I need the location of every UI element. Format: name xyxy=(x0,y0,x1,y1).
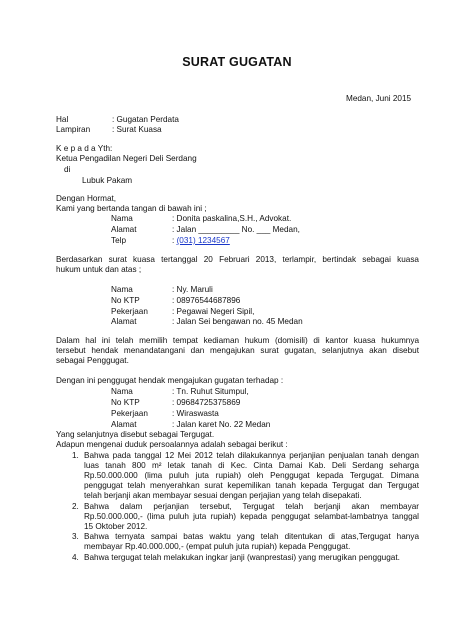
recipient-line3: di xyxy=(64,165,71,174)
item-3-line1: Bahwa ternyata sampai batas waktu yang telah ditentukan di atas,Tergugat hanya xyxy=(84,532,419,541)
para3: Dengan ini penggugat hendak mengajukan gugatan terhadap : xyxy=(56,376,284,385)
lampiran-value: : Surat Kuasa xyxy=(112,125,162,134)
client-ktp-label: No KTP xyxy=(111,296,140,305)
item-1-line2: luas tanah 800 m² letak tanah di Kec. Cinta Damai Kab. Deli Serdang seharga xyxy=(84,461,419,470)
para2-line3: sebagai Penggugat. xyxy=(56,356,129,365)
item-1-number: 1. xyxy=(72,451,79,460)
para2-line2: tersebut hendak menandatangani dan mengajukan surat gugatan, selanjutnya akan disebut xyxy=(56,346,419,355)
recipient-line1: K e p a d a Yth: xyxy=(56,144,113,153)
signer-alamat-label: Alamat xyxy=(111,225,137,234)
client-pekerjaan-label: Pekerjaan xyxy=(111,307,148,316)
defendant-ktp-label: No KTP xyxy=(111,398,140,407)
signer-telp-label: Telp xyxy=(111,236,127,245)
client-nama-value: : Ny. Maruli xyxy=(172,285,213,294)
item-3-number: 3. xyxy=(72,532,79,541)
place-date: Medan, Juni 2015 xyxy=(346,94,412,103)
client-nama-label: Nama xyxy=(111,285,133,294)
para5: Adapun mengenai duduk persoalannya adalah sebagai berikut : xyxy=(56,440,288,449)
signer-nama-label: Nama xyxy=(111,214,133,223)
greeting: Dengan Hormat, xyxy=(56,194,117,203)
hal-value: : Gugatan Perdata xyxy=(112,115,179,124)
signer-telp xyxy=(172,236,230,246)
item-1-line3: Rp.50.000.000 (lima puluh juta rupiah) oleh Penggugat kepada Tergugat. Dimana xyxy=(84,471,419,480)
recipient-line4: Lubuk Pakam xyxy=(82,176,133,185)
para4: Yang selanjutnya disebut sebagai Tergugat. xyxy=(56,430,215,439)
signer-nama-value: : Donita paskalina,S.H., Advokat. xyxy=(172,214,292,223)
para2-line1: Dalam hal ini telah memilih tempat kediaman hukum (domisili) di kantor kuasa hukumnya xyxy=(56,336,419,345)
defendant-nama-value: : Tn. Ruhut Situmpul, xyxy=(172,387,249,396)
item-4-line1: Bahwa tergugat telah melakukan ingkar janji (wanprestasi) yang merugikan penggugat. xyxy=(84,553,400,562)
item-2-line3: 15 Oktober 2012. xyxy=(84,522,148,531)
signer-telp-link[interactable]: (031) 1234567 xyxy=(176,236,230,245)
defendant-ktp-value: : 09684725375869 xyxy=(172,398,241,407)
client-pekerjaan-value: : Pegawai Negeri Sipil, xyxy=(172,307,255,316)
signer-alamat-value: : Jalan _________ No. ___ Medan, xyxy=(172,225,300,234)
defendant-alamat-label: Alamat xyxy=(111,420,137,429)
item-3-line2: membayar Rp.40.000.000,- (empat puluh juta rupiah) kepada Penggugat. xyxy=(84,542,351,551)
hal-label: Hal xyxy=(56,115,69,124)
defendant-pekerjaan-value: : Wiraswasta xyxy=(172,409,219,418)
client-alamat-value: : Jalan Sei bengawan no. 45 Medan xyxy=(172,317,303,326)
recipient-line2: Ketua Pengadilan Negeri Deli Serdang xyxy=(56,154,197,163)
client-ktp-value: : 08976544687896 xyxy=(172,296,241,305)
document-title: SURAT GUGATAN xyxy=(182,55,292,69)
defendant-pekerjaan-label: Pekerjaan xyxy=(111,409,148,418)
defendant-alamat-value: : Jalan karet No. 22 Medan xyxy=(172,420,271,429)
item-2-number: 2. xyxy=(72,502,79,511)
para1-line1: Berdasarkan surat kuasa tertanggal 20 Februari 2013, terlampir, bertindak sebagai kuasa xyxy=(56,255,419,264)
item-4-number: 4. xyxy=(72,553,79,562)
para1-line2: hukum untuk dan atas ; xyxy=(56,265,142,274)
item-2-line2: Rp.50.000.000,- (lima puluh juta rupiah) kepada penggugat selambat-lambatnya tanggal xyxy=(84,512,419,521)
item-1-line4: penggugat telah menyerahkan surat kepemilikan tanah kepada Tergugat dan Tergugat xyxy=(84,481,419,490)
defendant-nama-label: Nama xyxy=(111,387,133,396)
lampiran-label: Lampiran xyxy=(56,125,91,134)
signer-telp-colon: : xyxy=(172,236,177,245)
item-1-line5: telah berjanji akan membayar sesuai dengan perjajian yang telah disepakati. xyxy=(84,491,362,500)
item-1-line1: Bahwa pada tanggal 12 Mei 2012 telah dilakukannya perjanjian penjualan tanah dengan xyxy=(84,451,419,460)
client-alamat-label: Alamat xyxy=(111,317,137,326)
item-2-line1: Bahwa dalam perjanjian tersebut, Tergugat telah berjanji akan membayar xyxy=(84,502,419,511)
intro: Kami yang bertanda tangan di bawah ini ; xyxy=(56,204,207,213)
